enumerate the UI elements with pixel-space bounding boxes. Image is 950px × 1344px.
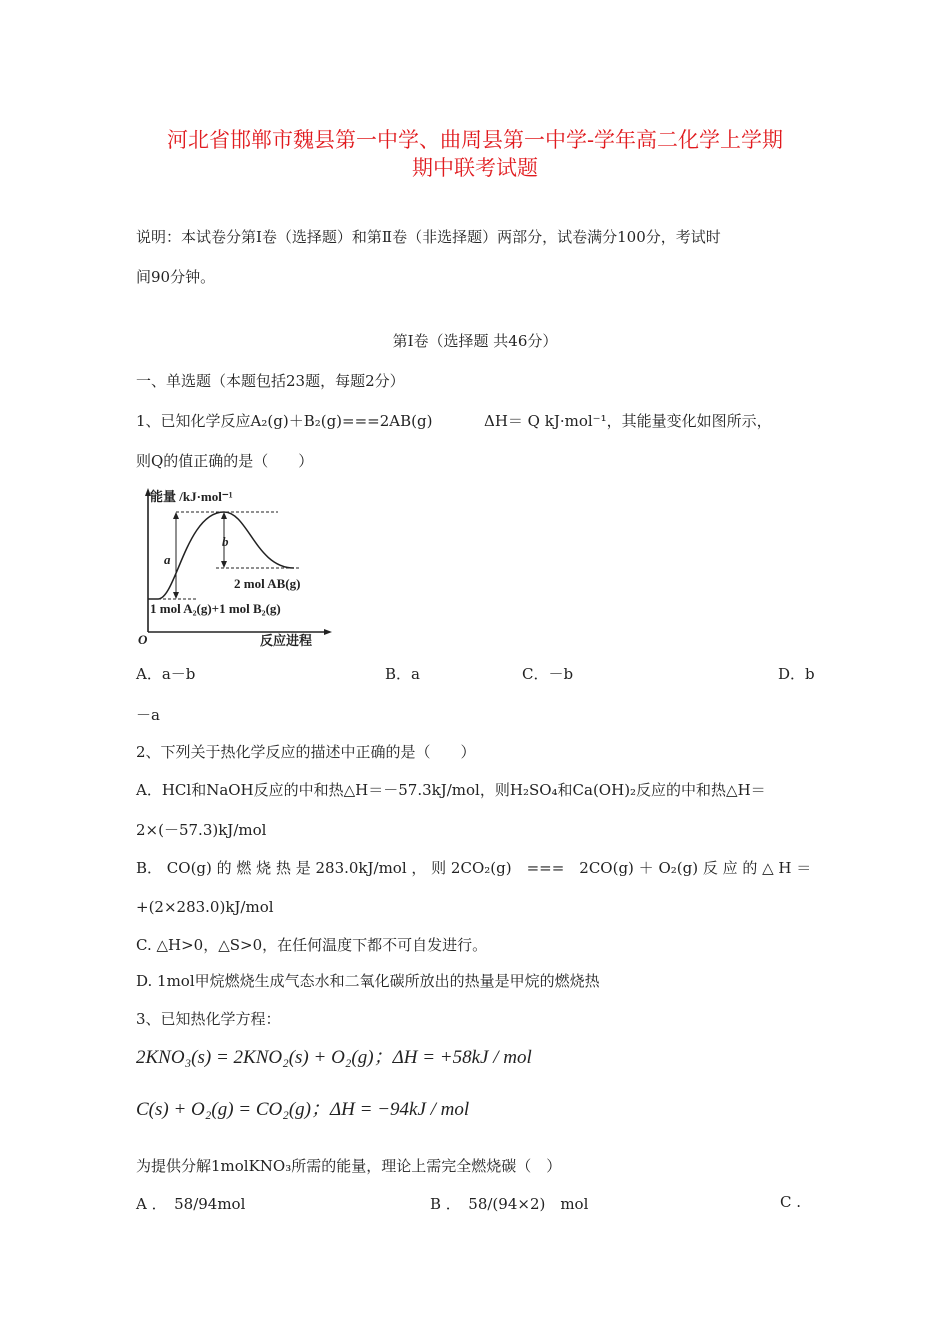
q2-stem: 2、下列关于热化学反应的描述中正确的是（ ）	[136, 743, 476, 761]
q1-stem-a: 1、已知化学反应A₂(g)＋B₂(g)===2AB(g)	[136, 412, 433, 430]
intro-line1: 说明：本试卷分第Ⅰ卷（选择题）和第Ⅱ卷（非选择题）两部分，试卷满分100分，考试时	[136, 228, 721, 246]
q1-option-b: B．a	[385, 665, 420, 683]
label-b: b	[222, 534, 229, 549]
section-title: 第Ⅰ卷（选择题 共46分）	[392, 332, 558, 350]
q3-equation-2: C(s) + O₂(g) = CO₂(g)；ΔH = −94kJ / mol	[136, 1099, 470, 1120]
q1-option-a: A．a－b	[136, 665, 196, 683]
page-title-line1: 河北省邯郸市魏县第一中学、曲周县第一中学-学年高二化学上学期	[166, 128, 784, 152]
q2-option-c: C. △H>0，△S>0，在任何温度下都不可自发进行。	[136, 936, 488, 954]
q1-option-d-cont: －a	[136, 706, 160, 724]
x-axis-label: 反应进程	[260, 633, 313, 648]
q1-option-c: C．－b	[522, 665, 574, 683]
q3-option-b: B ． 58/(94×2) mol	[430, 1195, 589, 1213]
origin-label: O	[138, 632, 148, 647]
q1-option-d: D．b	[778, 665, 815, 683]
label-a: a	[164, 552, 171, 567]
q1-stem-line2: 则Q的值正确的是（ ）	[136, 452, 314, 470]
q1-stem-b: ΔH＝ Q kJ·mol⁻¹，其能量变化如图所示，	[484, 412, 772, 430]
q3-option-a: A ． 58/94mol	[136, 1195, 246, 1213]
y-axis-label: 能量 /kJ·mol⁻¹	[150, 489, 233, 504]
q2-option-b-line1: B． CO(g) 的 燃 烧 热 是 283.0kJ/mol ， 则 2CO₂(g) === 2CO(g) ＋ O₂(g) 反 应 的 △ H ＝	[136, 859, 812, 877]
q2-option-b-line2: +(2×283.0)kJ/mol	[136, 898, 274, 916]
q2-option-d: D. 1mol甲烷燃烧生成气态水和二氧化碳所放出的热量是甲烷的燃烧热	[136, 972, 600, 990]
reactant-label: 1 mol A₂(g)+1 mol B₂(g)	[150, 601, 281, 616]
q3-stem: 3、已知热化学方程：	[136, 1010, 281, 1028]
q3-equation-1: 2KNO₃(s) = 2KNO₂(s) + O₂(g)；ΔH = +58kJ / mol	[136, 1047, 532, 1068]
x-axis-arrow	[324, 629, 332, 635]
q3-option-c: C .	[780, 1193, 802, 1211]
intro-line2: 间90分钟。	[136, 268, 216, 286]
q2-option-a-line2: 2×(－57.3)kJ/mol	[136, 821, 267, 839]
page-title-line2: 期中联考试题	[412, 156, 538, 180]
energy-diagram	[136, 484, 336, 649]
section-subtitle: 一、单选题（本题包括23题，每题2分）	[136, 372, 405, 390]
product-label: 2 mol AB(g)	[234, 576, 301, 591]
q2-option-a-line1: A．HCl和NaOH反应的中和热△H＝－57.3kJ/mol，则H₂SO₄和Ca(OH)₂反应的中和热△H＝	[136, 781, 766, 799]
q3-question: 为提供分解1molKNO₃所需的能量，理论上需完全燃烧碳（ ）	[136, 1157, 562, 1175]
